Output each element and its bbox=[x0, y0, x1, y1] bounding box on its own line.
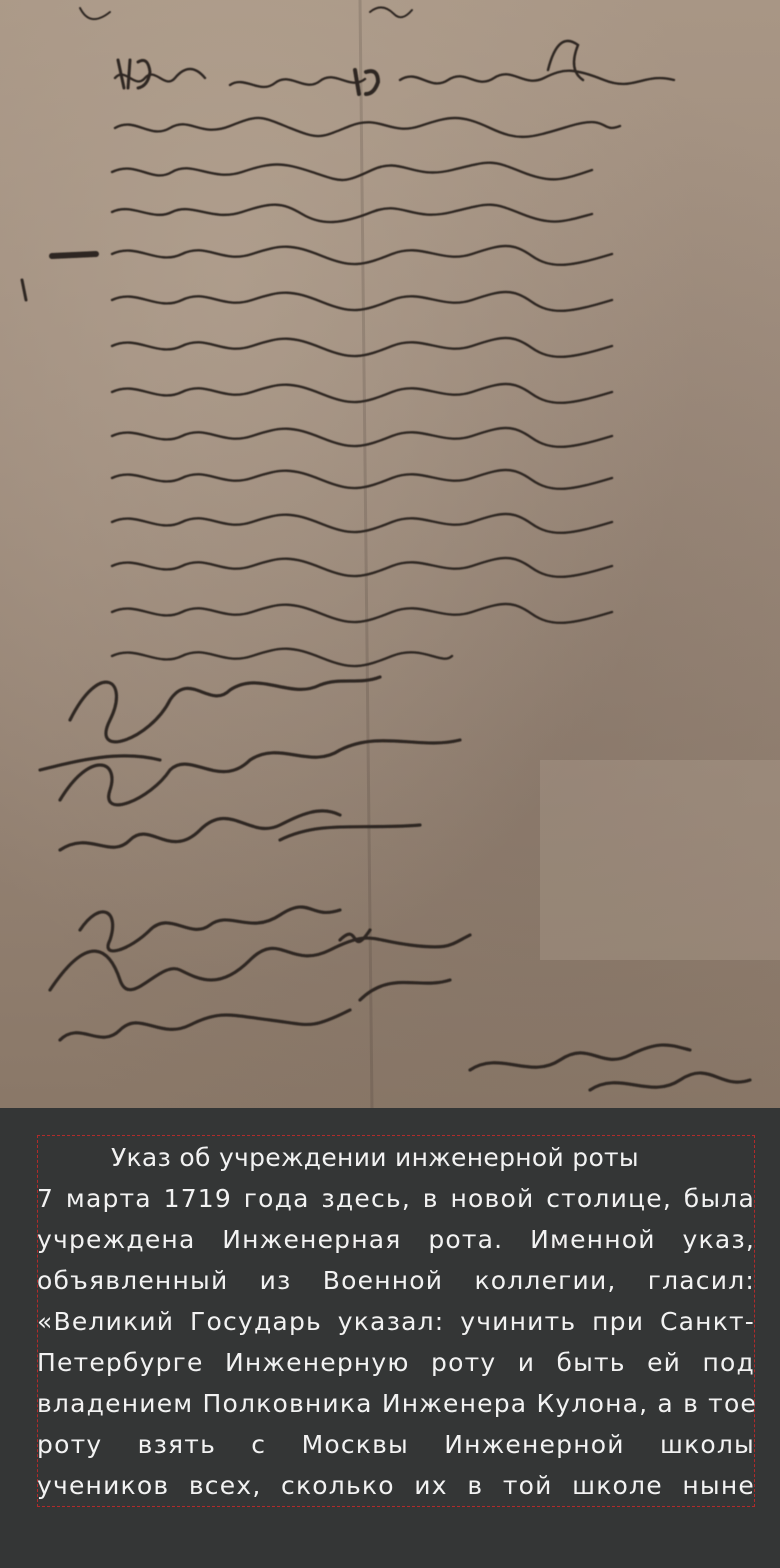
caption-line: учреждена Инженерная рота. Именной указ, bbox=[37, 1225, 755, 1254]
caption-line: 7 марта 1719 года здесь, в новой столице, была bbox=[37, 1184, 755, 1213]
caption-line: владением Полковника Инженера Кулона, а в тое bbox=[37, 1389, 758, 1418]
caption-title: Указ об учреждении инженерной роты bbox=[111, 1143, 639, 1172]
caption-panel bbox=[0, 1108, 780, 1568]
caption-body bbox=[37, 1178, 758, 1506]
caption-line: учеников всех, сколько их в той школе ныне bbox=[37, 1471, 755, 1500]
caption-line: «Великий Государь указал: учинить при Санкт- bbox=[37, 1307, 755, 1336]
caption-line: роту взять с Москвы Инженерной школы bbox=[37, 1430, 755, 1459]
caption-line: Петербурге Инженерную роту и быть ей под bbox=[37, 1348, 755, 1377]
caption-line: объявленный из Военной коллегии, гласил: bbox=[37, 1266, 755, 1295]
